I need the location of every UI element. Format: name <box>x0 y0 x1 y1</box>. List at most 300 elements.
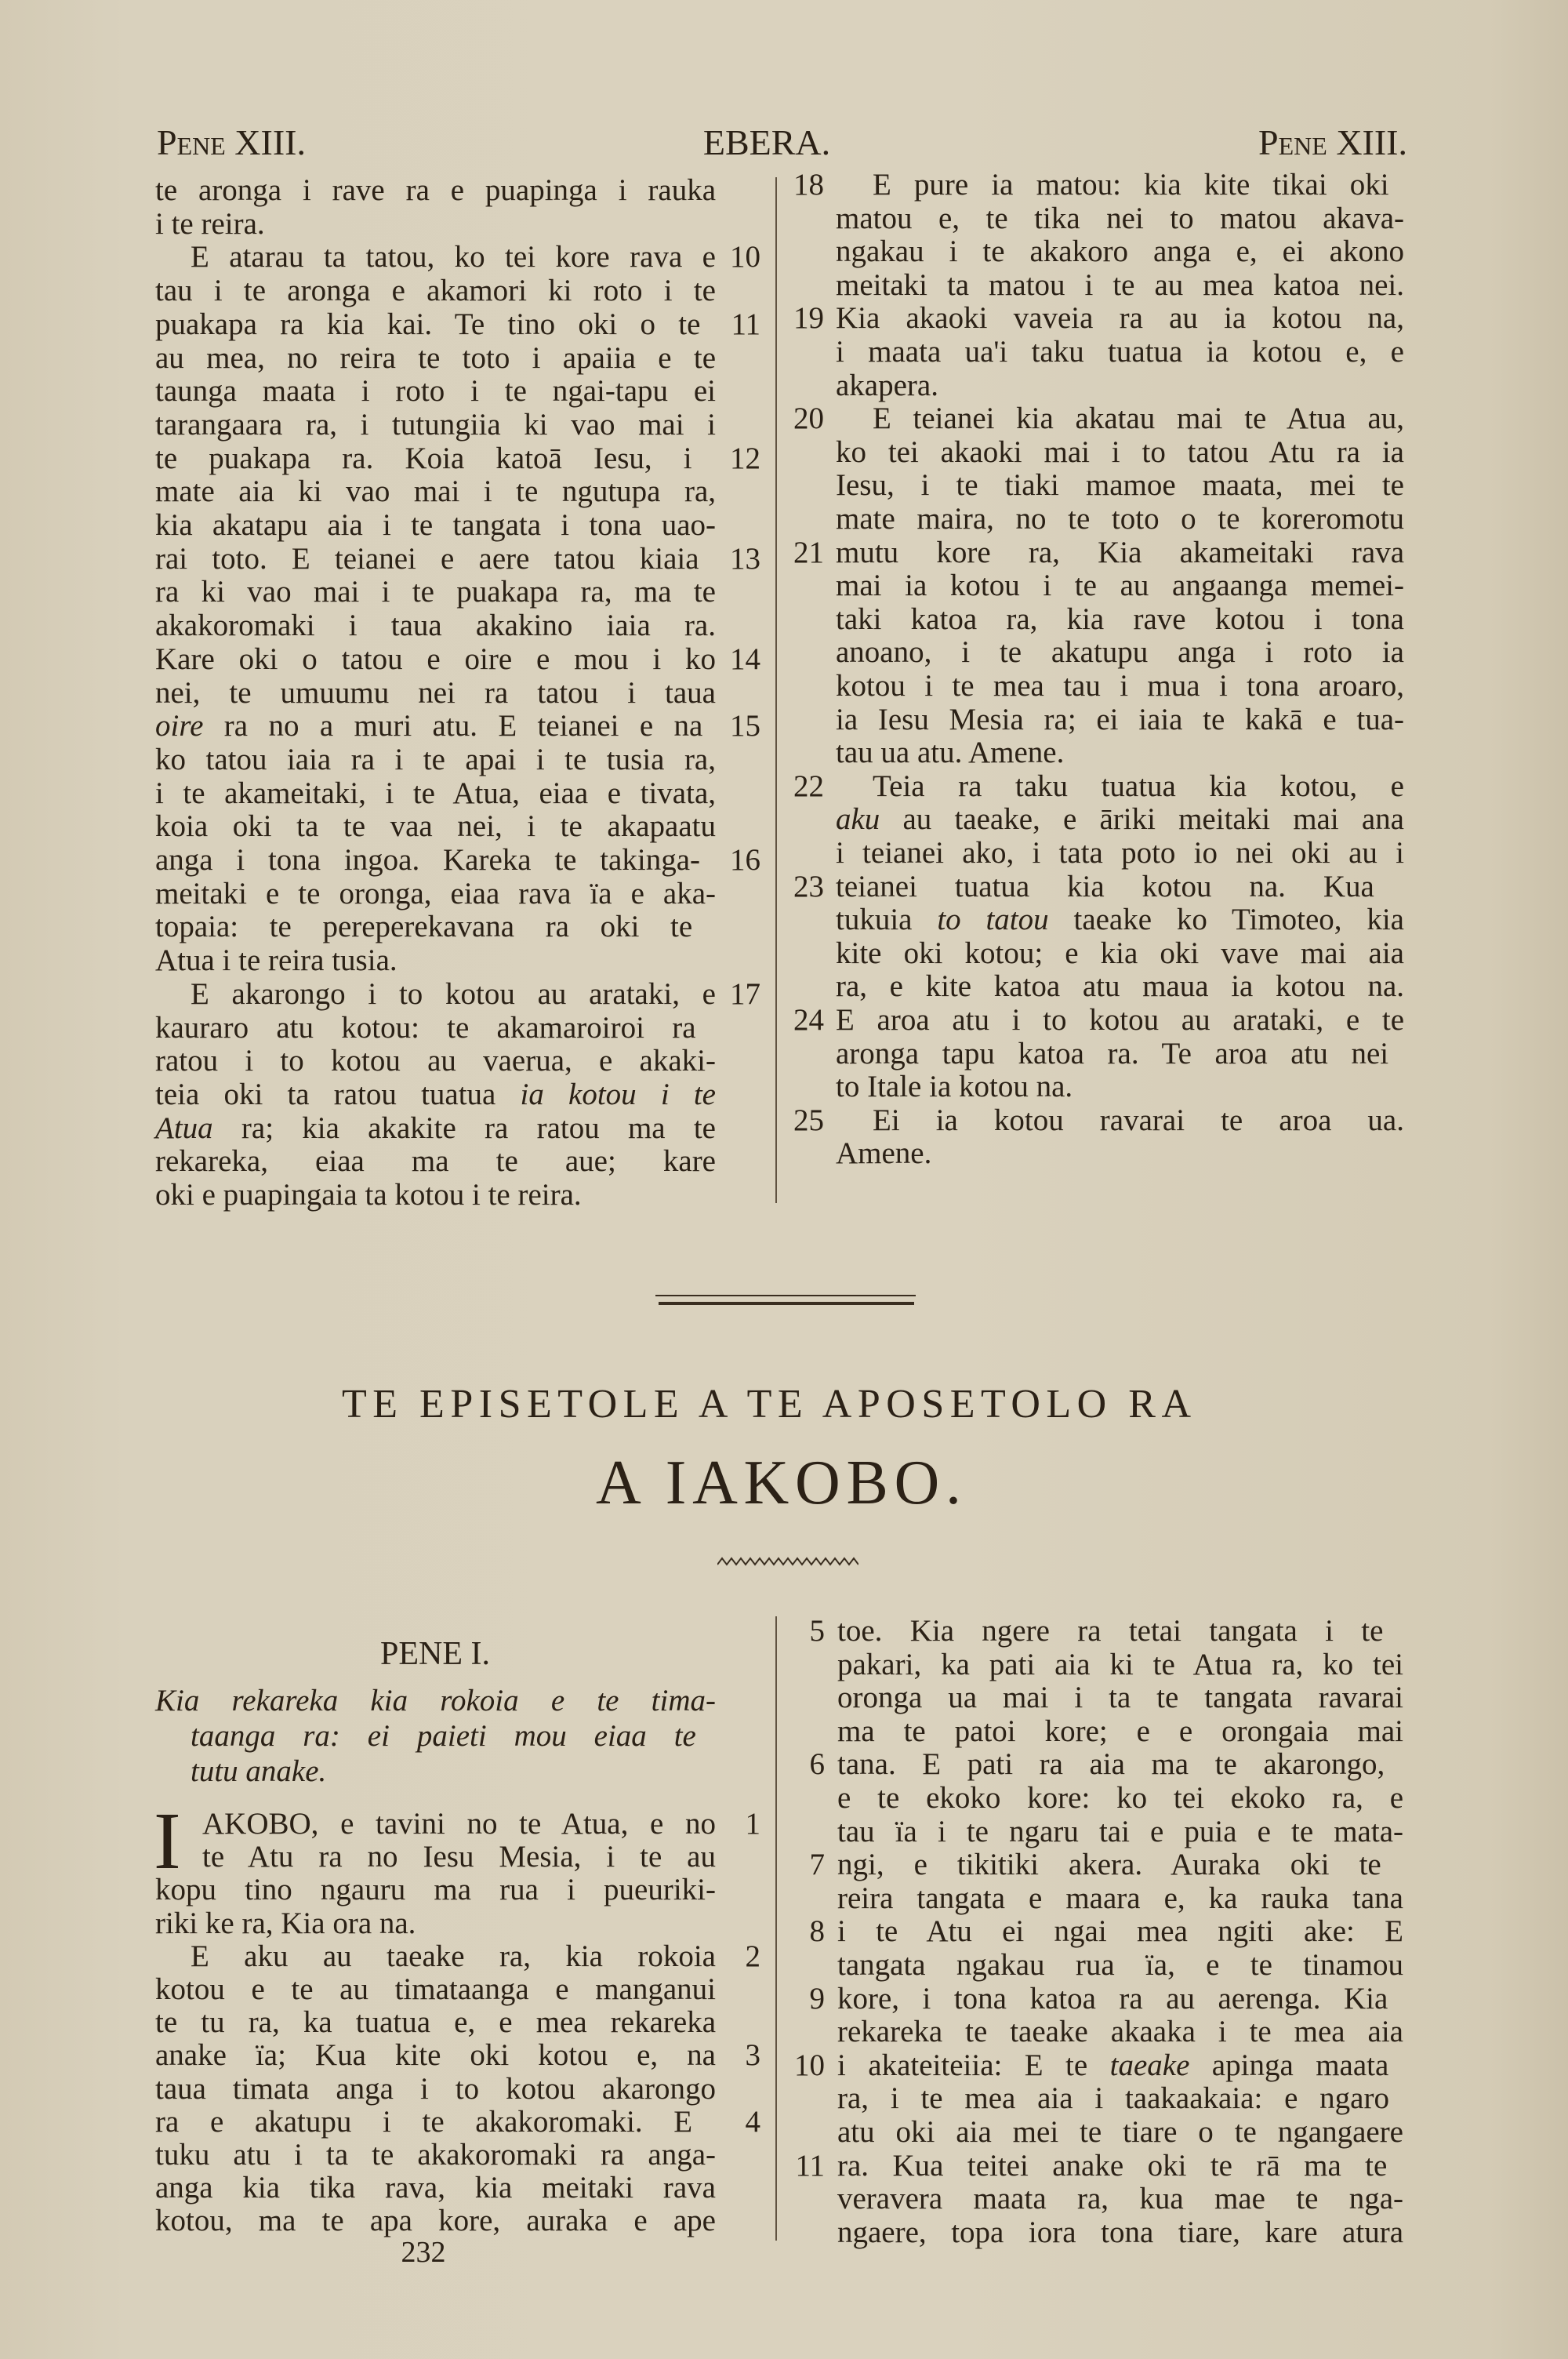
text-segment: i teianei ako, i tata poto io nei oki au i <box>836 836 1404 870</box>
text-segment: E akarongo i to kotou au arataki, e <box>191 976 716 1011</box>
ornament-squiggle <box>717 1556 858 1567</box>
text-line <box>155 475 716 509</box>
text-line <box>836 1004 1404 1038</box>
line-text <box>155 609 716 643</box>
line-text <box>155 2172 716 2205</box>
text-segment: taki katoa ra, kia rave kotou i tona <box>836 602 1404 636</box>
text-segment: ia Iesu Mesia ra; ei iaia te kakā e tua- <box>836 702 1404 736</box>
text-segment: ra, i te mea aia i taakaakaia: e ngaro <box>837 2081 1389 2116</box>
text-segment: E atarau ta tatou, ko tei kore rava e <box>191 240 716 274</box>
text-line <box>155 2073 716 2106</box>
text-segment: oronga ua mai i ta te tangata ravarai <box>837 1681 1403 1715</box>
text-segment: anoano, i te akatupu anga i roto ia <box>836 635 1404 670</box>
line-text <box>191 241 716 274</box>
text-line <box>873 770 1404 804</box>
text-line <box>155 442 716 476</box>
line-text <box>837 1748 1385 1782</box>
text-segment: Teia ra taku tuatua kia kotou, e <box>873 769 1404 803</box>
text-line <box>837 1748 1403 1782</box>
text-line <box>836 970 1404 1004</box>
line-text <box>155 810 716 844</box>
text-line <box>837 1715 1403 1749</box>
text-segment: Kare oki o tatou e oire e mou i ko <box>155 642 716 676</box>
verse-number: 20 <box>793 402 824 436</box>
text-segment: ra. Kua teitei anake oki te rā ma te <box>837 2148 1388 2183</box>
text-segment: topaia: te pereperekavana ra oki te <box>155 910 693 944</box>
line-text <box>155 2006 716 2039</box>
line-text <box>873 169 1389 202</box>
drop-cap: I <box>154 1796 181 1886</box>
text-segment: pakari, ka pati aia ki te Atua ra, ko tei <box>837 1647 1403 1681</box>
text-line <box>155 409 716 442</box>
line-text <box>836 336 1404 369</box>
line-text <box>155 2073 716 2106</box>
text-segment: kia akatapu aia i te tangata i tona uao- <box>155 508 716 542</box>
text-line <box>837 1882 1403 1916</box>
line-text <box>836 1137 931 1171</box>
epistle-title-line2-text: A IAKOBO. <box>596 1448 967 1518</box>
verse-number: 2 <box>745 1939 760 1973</box>
text-line <box>155 2205 716 2237</box>
text-line <box>836 636 1404 670</box>
text-segment: atu oki aia mei te tiare o te ngangaere <box>837 2115 1403 2149</box>
verse-number: 18 <box>793 168 824 202</box>
line-text <box>836 1070 1073 1104</box>
line-text <box>155 576 716 609</box>
line-text <box>837 2116 1403 2150</box>
text-line <box>155 944 716 978</box>
summary-line <box>191 1718 716 1754</box>
line-text <box>837 1648 1403 1682</box>
line-text <box>837 1882 1403 1916</box>
header-right-chapter: XIII. <box>1336 122 1407 162</box>
text-segment: anga i tona ingoa. Kareka te takinga- <box>155 843 700 877</box>
text-line <box>155 509 716 543</box>
verse-number: 13 <box>730 541 760 576</box>
verse-number: 6 <box>809 1747 825 1782</box>
line-text <box>836 937 1404 971</box>
text-line <box>155 743 716 777</box>
line-text <box>155 2039 716 2072</box>
verse-number: 11 <box>731 307 760 341</box>
text-segment: ngakau i te akakoro anga e, ei akono <box>836 234 1404 269</box>
line-text <box>837 1816 1403 1849</box>
italic-text-segment: ia kotou i te <box>520 1077 716 1111</box>
text-line <box>155 208 716 242</box>
text-segment: tana. E pati ra aia ma te akarongo, <box>837 1747 1385 1782</box>
text-line <box>836 736 1404 770</box>
text-segment: ko tei akaoki mai i to tatou Atu ra ia <box>836 434 1404 469</box>
text-line <box>155 174 716 208</box>
text-segment: tau ïa i te ngaru tai e puia e te mata- <box>837 1814 1403 1848</box>
text-line <box>836 269 1404 303</box>
text-segment: to Itale ia kotou na. <box>836 1070 1073 1104</box>
line-text <box>836 369 938 403</box>
line-text <box>836 636 1404 670</box>
summary-text: Kia rekareka kia rokoia e te tima- <box>155 1684 716 1717</box>
text-segment: mate aia ki vao mai i te ngutupa ra, <box>155 474 716 509</box>
line-text <box>155 442 692 476</box>
text-segment: Iesu, i te tiaki mamoe maata, mei te <box>836 468 1404 503</box>
line-text <box>836 1038 1388 1071</box>
text-line <box>836 336 1404 369</box>
text-line <box>836 1137 1404 1171</box>
verse-number: 25 <box>793 1103 824 1137</box>
text-line <box>836 302 1404 336</box>
text-segment: rekareka te taeake akaaka i te mea aia <box>837 2015 1403 2049</box>
text-line <box>837 1915 1403 1949</box>
verse-number: 5 <box>809 1614 825 1648</box>
text-segment: te aronga i rave ra e puapinga i rauka <box>155 173 716 207</box>
text-line <box>836 469 1404 503</box>
text-segment: ma te patoi kore; e e orongaia mai <box>837 1714 1403 1748</box>
text-line <box>837 1983 1403 2016</box>
line-text <box>836 837 1404 871</box>
text-line <box>155 1973 716 2006</box>
text-segment: ra no a muri atu. E teianei e na <box>203 709 703 743</box>
line-text <box>837 1848 1381 1882</box>
verse-number: 8 <box>809 1914 825 1949</box>
line-text <box>836 603 1404 637</box>
text-line <box>155 844 716 878</box>
running-header-right <box>1258 124 1407 162</box>
text-segment: oki e puapingaia ta kotou i te reira. <box>155 1178 582 1212</box>
text-line <box>155 710 716 743</box>
line-text <box>155 710 702 743</box>
text-segment: teia oki ta ratou tuatua <box>155 1077 521 1111</box>
text-line <box>836 1070 1404 1104</box>
text-segment: kite oki kotou; e kia oki vave mai aia <box>836 936 1404 970</box>
text-line <box>836 803 1404 837</box>
line-text <box>873 1104 1404 1138</box>
text-segment: e te ekoko kore: ko tei ekoko ra, e <box>837 1781 1403 1815</box>
verse-number: 10 <box>794 2048 825 2082</box>
text-segment: ko tatou iaia ra i te apai i te tusia ra, <box>155 742 716 776</box>
epistle-title-line1 <box>342 1381 1197 1428</box>
text-segment: E aroa atu i to kotou au arataki, e te <box>836 1003 1404 1037</box>
verse-number: 12 <box>730 441 760 475</box>
line-text <box>836 302 1404 336</box>
text-segment: i akateiteiia: E te <box>837 2048 1110 2082</box>
line-text <box>836 970 1404 1004</box>
text-segment: i te reira. <box>155 206 265 241</box>
text-line <box>155 810 716 844</box>
verse-number: 15 <box>730 709 760 743</box>
text-line <box>873 402 1404 436</box>
line-text <box>155 1112 716 1146</box>
text-line <box>155 1112 716 1146</box>
text-line <box>836 503 1404 536</box>
line-text <box>837 1983 1388 2016</box>
text-segment: tau i te aronga e akamori ki roto i te <box>155 274 716 308</box>
text-segment: i te akameitaki, i te Atua, eiaa e tivata, <box>155 776 716 810</box>
text-segment: veravera maata ra, kua mae te nga- <box>837 2182 1403 2216</box>
line-text <box>202 1841 716 1874</box>
text-line <box>155 2139 716 2172</box>
line-text <box>155 777 716 811</box>
line-text <box>155 2106 692 2139</box>
verse-number: 22 <box>793 769 824 803</box>
text-segment: rekareka, eiaa ma te aue; kare <box>155 1144 716 1179</box>
text-line <box>155 1012 716 1045</box>
text-segment: kauraro atu kotou: te akamaroiroi ra <box>155 1010 696 1045</box>
text-line <box>837 2082 1403 2116</box>
text-line <box>836 871 1404 904</box>
line-text <box>836 469 1404 503</box>
epistle-title-line1-text: TE EPISETOLE A TE APOSETOLO RA <box>342 1382 1197 1427</box>
line-text <box>155 1145 716 1179</box>
text-line <box>191 978 716 1012</box>
verse-number: 17 <box>730 976 760 1011</box>
italic-text-segment: taeake <box>1109 2048 1190 2082</box>
text-segment: i te Atu ei ngai mea ngiti ake: E <box>837 1914 1403 1949</box>
line-text <box>836 803 1404 837</box>
line-text <box>836 269 1404 303</box>
line-text <box>837 1949 1403 1983</box>
line-text <box>837 2150 1387 2183</box>
text-line <box>155 342 716 376</box>
header-left-chapter: XIII. <box>234 122 306 162</box>
running-header-left <box>157 124 306 162</box>
text-segment: kotou i te mea tau i mua i tona aroaro, <box>836 669 1404 703</box>
text-segment: akakoromaki i taua akakino iaia ra. <box>155 609 716 643</box>
line-text <box>191 1940 716 1973</box>
text-segment: koia oki ta te vaa nei, i te akapaatu <box>155 809 716 844</box>
text-line <box>202 1841 716 1874</box>
text-line <box>155 1179 716 1212</box>
text-segment: meitaki e te oronga, eiaa rava ïa e aka- <box>155 876 716 911</box>
line-text <box>155 1907 416 1940</box>
line-text <box>837 1615 1383 1648</box>
verse-number: 23 <box>793 869 824 903</box>
text-segment: ra, e kite katoa atu maua ia kotou na. <box>836 969 1404 1004</box>
line-text <box>837 1782 1403 1816</box>
text-segment: anga kia tika rava, kia meitaki rava <box>155 2171 716 2205</box>
text-segment: au taeake, e āriki meitaki mai ana <box>880 802 1404 837</box>
line-text <box>836 503 1404 536</box>
chapter-heading: PENE I. <box>380 1636 490 1672</box>
text-segment: E aku au taeake ra, kia rokoia <box>191 1939 716 1973</box>
text-segment: taunga maata i roto i te ngai-tapu ei <box>155 374 716 409</box>
line-text <box>873 402 1404 436</box>
text-line <box>836 1038 1404 1071</box>
header-left-word: Pene <box>157 122 226 162</box>
text-line <box>155 576 716 609</box>
line-text <box>836 670 1404 703</box>
text-segment: apinga maata <box>1189 2048 1389 2082</box>
text-line <box>155 543 716 576</box>
page-number: 232 <box>401 2236 446 2269</box>
text-line <box>155 1907 716 1940</box>
text-line <box>155 308 716 342</box>
line-text <box>155 1179 582 1212</box>
line-text <box>836 536 1404 570</box>
text-line <box>836 235 1404 269</box>
line-text <box>836 871 1374 904</box>
header-right-word: Pene <box>1258 122 1327 162</box>
italic-text-segment: Atua <box>155 1110 213 1145</box>
text-line <box>873 169 1404 202</box>
text-line <box>836 603 1404 637</box>
line-text <box>155 878 716 911</box>
text-segment: tuku atu i ta te akakoromaki ra anga- <box>155 2138 716 2172</box>
line-text <box>155 509 716 543</box>
line-text <box>155 1012 696 1045</box>
text-line <box>836 536 1404 570</box>
line-text <box>155 342 716 376</box>
text-segment: E pure ia matou: kia kite tikai oki <box>873 168 1389 202</box>
text-line <box>191 1940 716 1973</box>
line-text <box>836 436 1404 470</box>
text-line <box>155 1874 716 1906</box>
text-segment: kotou, ma te apa kore, auraka e ape <box>155 2204 716 2238</box>
text-segment: au mea, no reira te toto i apaiia e te <box>155 340 716 375</box>
text-segment: Amene. <box>836 1136 932 1171</box>
text-line <box>155 375 716 409</box>
line-text <box>155 1045 716 1078</box>
line-text <box>155 174 716 208</box>
text-segment: nei, te umuumu nei ra tatou i taua <box>155 675 716 710</box>
text-line <box>836 202 1404 236</box>
text-segment: te puakapa ra. Koia katoā Iesu, i <box>155 441 692 475</box>
text-segment: te Atu ra no Iesu Mesia, i te au <box>202 1840 716 1874</box>
line-text <box>837 2016 1403 2049</box>
text-segment: teianei tuatua kia kotou na. Kua <box>836 869 1374 903</box>
text-segment: riki ke ra, Kia ora na. <box>155 1906 416 1940</box>
running-header-book: EBERA. <box>702 122 831 162</box>
text-line <box>836 436 1404 470</box>
verse-number: 21 <box>793 535 824 569</box>
text-line <box>837 2016 1403 2049</box>
italic-text-segment: aku <box>836 802 880 837</box>
line-text <box>155 274 716 308</box>
text-segment: toe. Kia ngere ra tetai tangata i te <box>837 1614 1384 1648</box>
summary-line <box>155 1683 716 1718</box>
text-line <box>837 1848 1403 1882</box>
line-text <box>155 944 397 978</box>
text-line <box>155 677 716 711</box>
italic-text-segment: oire <box>155 709 204 743</box>
line-text <box>837 2183 1403 2216</box>
line-text <box>836 703 1404 737</box>
text-line <box>836 369 1404 403</box>
verse-number: 10 <box>730 240 760 274</box>
text-line <box>837 2150 1403 2183</box>
line-text <box>837 1715 1403 1749</box>
line-text <box>155 677 716 711</box>
text-line <box>155 911 716 944</box>
italic-text-segment: to tatou <box>937 903 1049 937</box>
verse-number: 16 <box>730 843 760 877</box>
text-segment: mutu kore ra, Kia akameitaki rava <box>836 535 1404 569</box>
text-segment: Kia akaoki vaveia ra au ia kotou na, <box>836 301 1404 336</box>
text-line <box>155 1078 716 1112</box>
text-segment: puakapa ra kia kai. Te tino oki o te <box>155 307 701 341</box>
text-segment: meitaki ta matou i te au mea katoa nei. <box>836 267 1404 302</box>
summary-line <box>191 1754 716 1789</box>
text-line <box>837 1816 1403 1849</box>
text-line <box>837 1681 1403 1715</box>
text-line <box>837 1782 1403 1816</box>
text-segment: reira tangata e maara e, ka rauka tana <box>837 1881 1403 1915</box>
text-segment: taua timata anga i to kotou akarongo <box>155 2071 716 2106</box>
text-segment: ra e akatupu i te akakoromaki. E <box>155 2104 693 2139</box>
text-line <box>837 2216 1403 2250</box>
summary-text: taanga ra: ei paieti mou eiaa te <box>191 1719 696 1753</box>
epistle-title-line2 <box>596 1447 967 1519</box>
text-line <box>873 1104 1404 1138</box>
text-line <box>155 643 716 677</box>
line-text <box>155 1078 716 1112</box>
line-text <box>836 736 1064 770</box>
line-text <box>837 1681 1403 1715</box>
line-text <box>155 543 699 576</box>
text-line <box>155 609 716 643</box>
double-rule-bottom <box>659 1302 914 1305</box>
text-line <box>837 1949 1403 1983</box>
text-line <box>836 903 1404 937</box>
text-segment: rai toto. E teianei e aere tatou kiaia <box>155 541 699 576</box>
text-segment: te tu ra, ka tuatua e, e mea rekareka <box>155 2005 716 2040</box>
text-line <box>202 1808 716 1841</box>
text-line <box>155 1145 716 1179</box>
text-segment: mai ia kotou i te au angaanga memei- <box>836 569 1404 603</box>
line-text <box>202 1808 716 1841</box>
line-text <box>837 2082 1389 2116</box>
line-text <box>155 308 700 342</box>
line-text <box>836 235 1404 269</box>
text-segment: tau ua atu. Amene. <box>836 736 1065 770</box>
verse-number: 11 <box>795 2148 825 2183</box>
text-line <box>155 1045 716 1078</box>
text-line <box>155 2006 716 2039</box>
verse-number: 4 <box>745 2104 760 2139</box>
text-segment: mate maira, no te toto o te koreromotu <box>836 502 1404 536</box>
line-text <box>155 208 265 242</box>
line-text <box>836 903 1404 937</box>
text-line <box>836 937 1404 971</box>
text-segment: tarangaara ra, i tutungiia ki vao mai i <box>155 407 716 442</box>
text-line <box>837 2049 1403 2083</box>
verse-number: 3 <box>745 2038 760 2073</box>
text-segment: ra; kia akakite ra ratou ma te <box>212 1110 716 1145</box>
verse-number: 9 <box>809 1981 825 2016</box>
line-text <box>155 911 692 944</box>
text-segment: ratou i to kotou au vaerua, e akaki- <box>155 1044 716 1078</box>
verse-number: 1 <box>745 1807 760 1841</box>
line-text <box>155 844 700 878</box>
line-text <box>837 1915 1403 1949</box>
text-segment: kore, i tona katoa ra au aerenga. Kia <box>837 1981 1388 2016</box>
line-text <box>836 202 1404 236</box>
text-segment: anake ïa; Kua kite oki kotou e, na <box>155 2038 716 2073</box>
text-line <box>837 1648 1403 1682</box>
text-line <box>836 569 1404 603</box>
text-segment: ngaere, topa iora tona tiare, kare atura <box>837 2215 1403 2249</box>
line-text <box>155 409 716 442</box>
line-text <box>155 1874 716 1906</box>
verse-number: 19 <box>793 301 824 336</box>
text-segment: i maata ua'i taku tuatua ia kotou e, e <box>836 335 1404 369</box>
text-segment: taeake ko Timoteo, kia <box>1048 903 1404 937</box>
text-segment: akapera. <box>836 368 938 402</box>
text-line <box>155 274 716 308</box>
text-segment: tangata ngakau rua ïa, e te tinamou <box>837 1948 1403 1982</box>
line-text <box>155 475 716 509</box>
text-line <box>837 1615 1403 1648</box>
text-segment: kopu tino ngauru ma rua i pueuriki- <box>155 1873 716 1907</box>
verse-number: 7 <box>809 1848 825 1882</box>
